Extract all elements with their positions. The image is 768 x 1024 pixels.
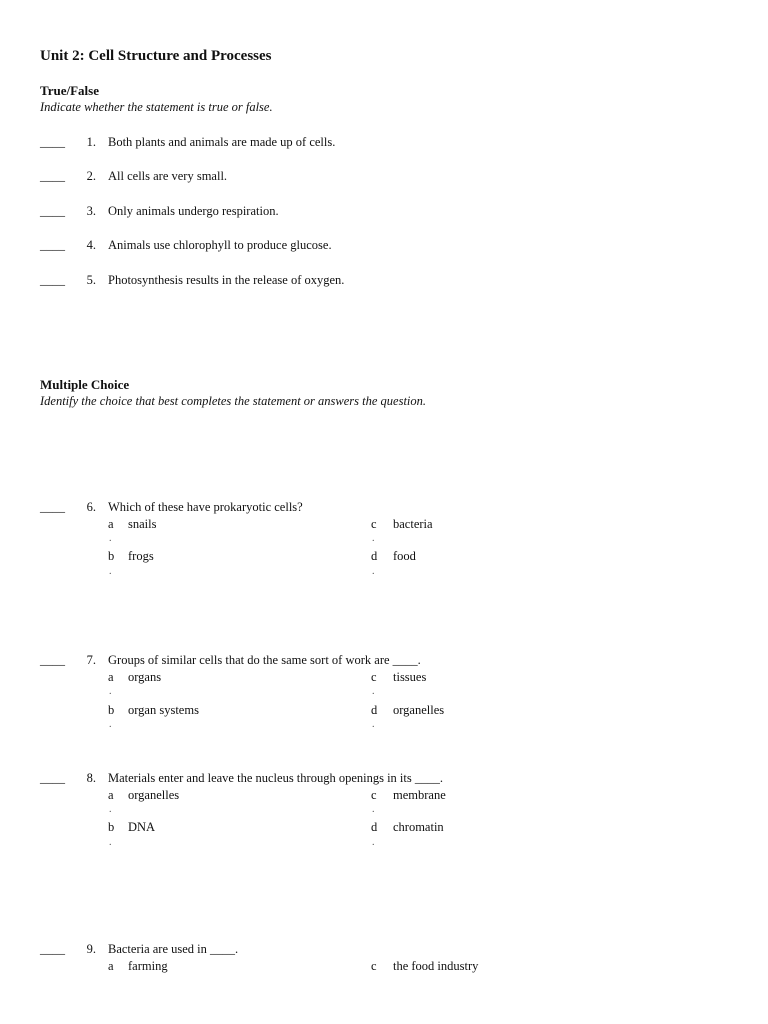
option-dot: .: [372, 804, 375, 815]
option-letter: b: [108, 549, 115, 563]
question-number: 9.: [86, 942, 96, 956]
question-text: Animals use chlorophyll to produce glucose.: [108, 238, 332, 252]
option-letter: a: [108, 959, 114, 973]
option-text: frogs: [128, 549, 154, 563]
question-text: Only animals undergo respiration.: [108, 204, 279, 218]
option-letter: d: [371, 549, 378, 563]
option-text: bacteria: [393, 517, 433, 531]
option-text: the food industry: [393, 959, 479, 973]
option-letter: b: [108, 703, 115, 717]
option-text: chromatin: [393, 820, 444, 834]
question-text: All cells are very small.: [108, 169, 228, 183]
answer-blank: ____: [40, 500, 65, 514]
option-text: organelles: [393, 703, 445, 717]
option-letter: c: [371, 670, 377, 684]
option-dot: .: [109, 686, 112, 697]
answer-blank: ____: [40, 653, 65, 667]
question-number: 7.: [86, 653, 96, 667]
question-text: Bacteria are used in ____.: [108, 942, 239, 956]
true-false-heading: True/False: [40, 83, 99, 98]
answer-blank: ____: [40, 771, 65, 785]
option-text: snails: [128, 517, 157, 531]
option-letter: c: [371, 959, 377, 973]
option-dot: .: [109, 533, 112, 544]
answer-blank: ____: [40, 204, 65, 218]
page-title: Unit 2: Cell Structure and Processes: [40, 48, 272, 64]
option-dot: .: [372, 686, 375, 697]
question-number: 2.: [86, 169, 96, 183]
option-letter: c: [371, 788, 377, 802]
question-number: 1.: [86, 135, 96, 149]
question-text: Which of these have prokaryotic cells?: [108, 500, 303, 514]
option-letter: d: [371, 703, 378, 717]
option-letter: a: [108, 788, 114, 802]
question-text: Materials enter and leave the nucleus through openings in its ____.: [108, 771, 443, 785]
question-number: 4.: [86, 238, 96, 252]
question-text: Groups of similar cells that do the same sort of work are ____.: [108, 653, 421, 667]
question-number: 6.: [86, 500, 96, 514]
answer-blank: ____: [40, 273, 65, 287]
option-text: farming: [128, 959, 168, 973]
option-text: organs: [128, 670, 162, 684]
option-dot: .: [109, 837, 112, 848]
option-dot: .: [109, 566, 112, 577]
answer-blank: ____: [40, 238, 65, 252]
option-letter: a: [108, 517, 114, 531]
true-false-instructions: Indicate whether the statement is true or false.: [40, 100, 273, 114]
option-dot: .: [109, 804, 112, 815]
answer-blank: ____: [40, 169, 65, 183]
option-text: DNA: [128, 820, 156, 834]
option-text: organelles: [128, 788, 180, 802]
option-letter: c: [371, 517, 377, 531]
question-text: Photosynthesis results in the release of oxygen.: [108, 273, 345, 287]
option-dot: .: [372, 719, 375, 730]
question-number: 8.: [86, 771, 96, 785]
option-text: membrane: [393, 788, 446, 802]
option-dot: .: [109, 719, 112, 730]
option-letter: b: [108, 820, 115, 834]
multiple-choice-heading: Multiple Choice: [40, 377, 130, 392]
option-dot: .: [372, 533, 375, 544]
question-number: 3.: [86, 204, 96, 218]
question-number: 5.: [86, 273, 96, 287]
option-letter: d: [371, 820, 378, 834]
option-dot: .: [372, 566, 375, 577]
option-text: organ systems: [128, 703, 199, 717]
question-text: Both plants and animals are made up of cells.: [108, 135, 336, 149]
answer-blank: ____: [40, 135, 65, 149]
multiple-choice-instructions: Identify the choice that best completes the statement or answers the question.: [40, 394, 427, 408]
option-text: food: [393, 549, 416, 563]
answer-blank: ____: [40, 942, 65, 956]
option-letter: a: [108, 670, 114, 684]
option-dot: .: [372, 837, 375, 848]
option-text: tissues: [393, 670, 427, 684]
